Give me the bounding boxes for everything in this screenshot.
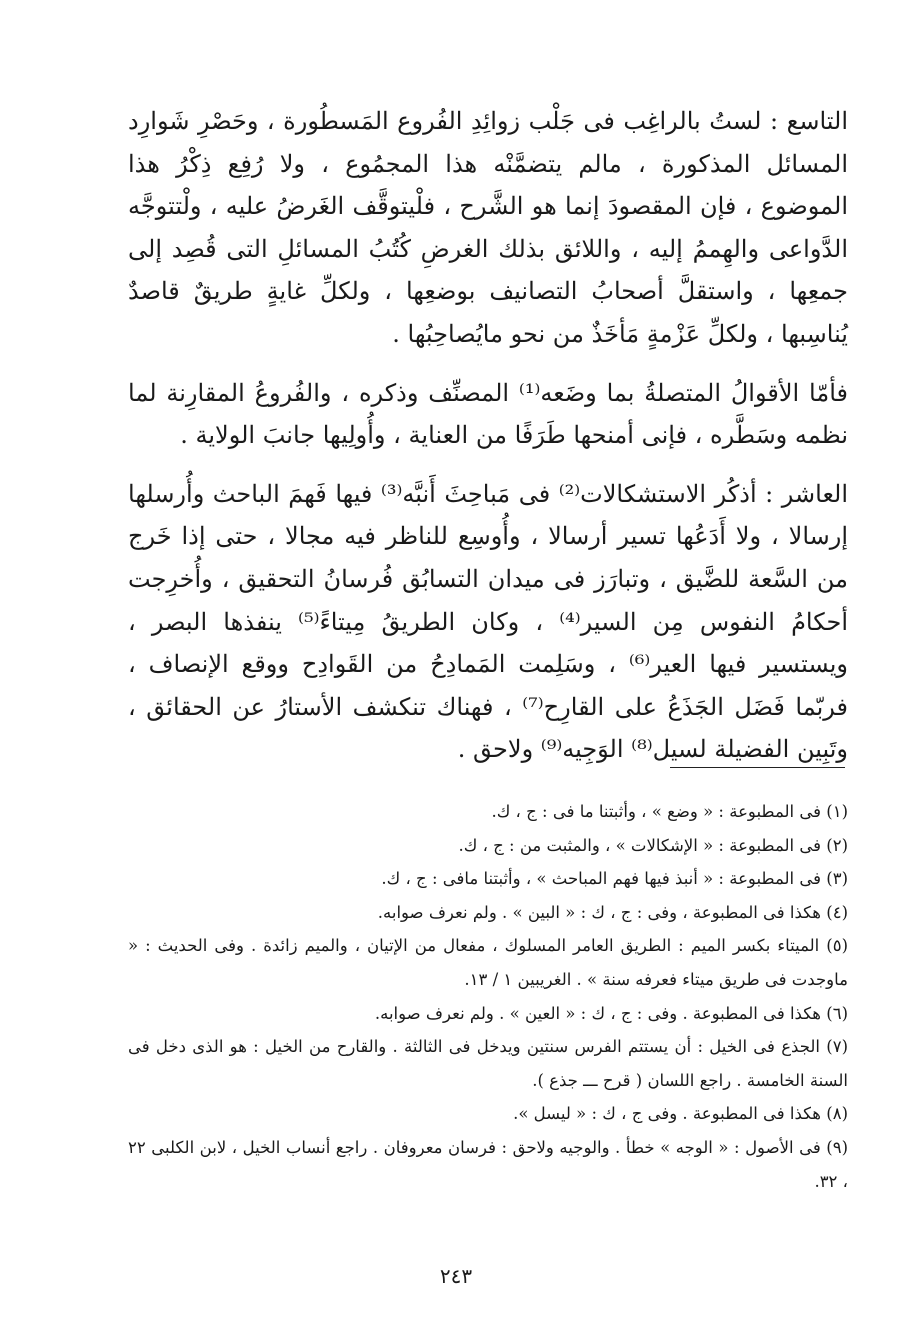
main-text-body bbox=[128, 100, 848, 771]
footnote-divider bbox=[670, 767, 845, 768]
footnote-3: (٣) فى المطبوعة : « أنبذ فيها فهم المباحث » ، وأثبتنا مافى : ج ، ك. bbox=[381, 869, 848, 889]
paragraph-tenth: العاشر : أذكُر الاستشكالات⁽²⁾ فى مَباحِثَ أَنبَّه⁽³⁾ فيها فَهمَ الباحث وأُرسلها إرسالا ، ولا أَدَعُها تسير أرسالا ، وأُوسِع للناظر فيه مجالا ، حتى إذا خَرج من السَّعة للضَّيق ، وتبارَز فى ميدان التسابُق فُرسانُ التحقيق ، وأُخرِجت أحكامُ النفوس مِن السير⁽⁴⁾ ، وكان الطريقُ مِيتاءً⁽⁵⁾ ينفذها البصر ، ويستسير فيها العير⁽⁶⁾ ، وسَلِمت المَمادِحُ من القَوادِح ووقع الإنصاف ، فربّما فَضَل الجَذَعُ على القارِح⁽⁷⁾ ، فهناك تنكشف الأستارُ عن الحقائق ، وتَبِين الفضيلة لسيل⁽⁸⁾ الوَجِيه⁽⁹⁾ ولاحق . bbox=[128, 479, 849, 764]
paragraph-aqwal: فأمّا الأقوالُ المتصلةُ بما وضَعه⁽¹⁾ المصنِّف وذكره ، والفُروعُ المقارِنة لما نظمه وسَطَّره ، فإنى أمنحها طَرَفًا من العناية ، وأُولِيها جانبَ الولاية . bbox=[128, 378, 849, 450]
footnote-8: (٨) هكذا فى المطبوعة . وفى ج ، ك : « ليسل ». bbox=[513, 1104, 848, 1124]
footnote-5: (٥) الميتاء بكسر الميم : الطريق العامر المسلوك ، مفعال من الإتيان ، والميم زائدة . وفى الحديث : « ماوجدت فى طريق ميتاء فعرفه سنة » . الغريبين ١ / ١٣. bbox=[128, 936, 848, 989]
footnote-9: (٩) فى الأصول : « الوجه » خطأ . والوجيه ولاحق : فرسان معروفان . راجع أنساب الخيل ، لابن الكلبى ٢٢ ، ٣٢. bbox=[128, 1137, 848, 1191]
footnote-6: (٦) هكذا فى المطبوعة . وفى : ج ، ك : « العين » . ولم نعرف صوابه. bbox=[374, 1003, 848, 1023]
page-number: ٢٤٣ bbox=[439, 1264, 473, 1288]
footnote-4: (٤) هكذا فى المطبوعة ، وفى : ج ، ك : « البين » . ولم نعرف صوابه. bbox=[377, 902, 848, 922]
footnote-1: (١) فى المطبوعة : « وضع » ، وأثبتنا ما فى : ج ، ك. bbox=[491, 802, 848, 821]
footnote-7: (٧) الجذع فى الخيل : أن يستتم الفرس سنتين ويدخل فى الثالثة . والقارح من الخيل : هو الذى دخل فى السنة الخامسة . راجع اللسان ( قرح ـــ جذع ). bbox=[128, 1037, 848, 1090]
paragraph-ninth: التاسع : لستُ بالراغِب فى جَلْب زوائِدِ الفُروع المَسطُورة ، وحَصْرِ شَوارِد المسائل المذكورة ، مالم يتضمَّنْه هذا المجمُوع ، ولا رُفِع ذِكْرُ هذا الموضوع ، فإن المقصودَ إنما هو الشَّرح ، فلْيتوقَّف الغَرضُ عليه ، ولْتتوجَّه الدَّواعى والهِممُ إليه ، واللائق بذلك الغرضِ كُتُبُ المسائلِ التى قُصِد إلى جمعِها ، واستقلَّ أصحابُ التصانيف بوضعِها ، ولكلِّ غايةٍ طريقٌ قاصدٌ يُناسِبها ، ولكلِّ عَزْمةٍ مَأخَذٌ من نحو مايُصاحِبُها . bbox=[128, 107, 848, 348]
footnotes-section bbox=[128, 795, 848, 1198]
footnote-2: (٢) فى المطبوعة : « الإشكالات » ، والمثبت من : ج ، ك. bbox=[458, 835, 848, 855]
